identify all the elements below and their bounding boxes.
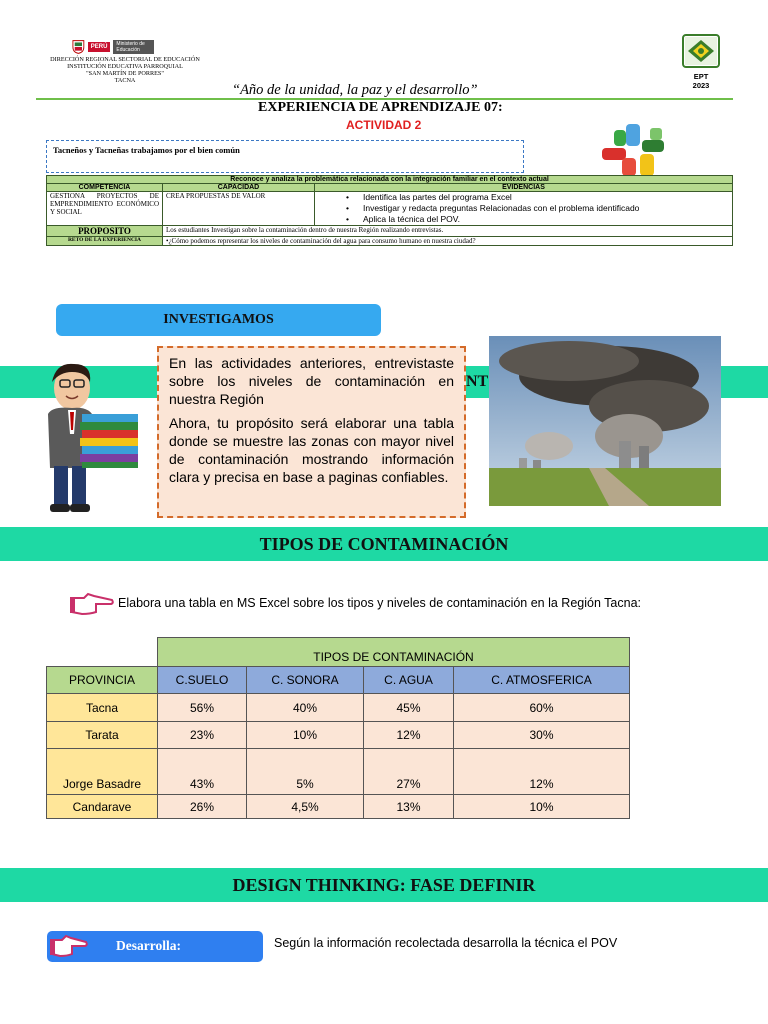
table-cell: 13% [364,795,454,819]
column-header: PROVINCIA [47,667,158,694]
proposito-text: Los estudiantes Investigan sobre la contaminación dentro de nuestra Región realizando entrevistas. [163,226,733,237]
province-cell: Candarave [47,795,158,819]
blank-cell [47,638,158,667]
province-cell: Tarata [47,722,158,749]
evidencias-list [318,192,729,225]
table-cell: 4,5% [247,795,364,819]
ministry-logo [72,38,154,56]
year-text: 2023 [692,81,710,90]
peru-shield-icon [72,39,85,55]
desarrolla-instruction: Según la información recolectada desarrolla la técnica el POV [274,936,618,950]
table-cell: 5% [247,749,364,795]
table-group-header-row [47,638,630,667]
ept-label [680,72,722,90]
experience-title-box: Tacneños y Tacneñas trabajamos por el bien común [46,140,524,173]
table-cell: 23% [158,722,247,749]
group-header-cell: TIPOS DE CONTAMINACIÓN [158,638,630,667]
pointing-hand-icon [70,592,114,616]
evidencias-cell [315,192,733,226]
instruction-text: Elabora una tabla en MS Excel sobre los tipos y niveles de contaminación en la Región Tacna: [118,596,641,610]
header-row [47,184,733,192]
list-item: • Investigar y redacta preguntas Relacionadas con el problema identificado [346,203,729,214]
reto-row [47,237,733,246]
table-cell: 10% [454,795,630,819]
table-cell: 27% [364,749,454,795]
list-item: • Aplica la técnica del POV. [346,214,729,225]
table-cell: 45% [364,694,454,722]
institution-line: TACNA [114,77,136,84]
school-logo [682,34,720,68]
desarrolla-label: Desarrolla: [116,938,181,953]
table-cell: 10% [247,722,364,749]
experience-title: EXPERIENCIA DE APRENDIZAJE 07: [258,100,503,115]
table-cell: 12% [454,749,630,795]
section-heading-tipos: TIPOS DE CONTAMINACIÓN [259,534,509,554]
section-heading-design: DESIGN THINKING: FASE DEFINIR [232,875,536,895]
hands-circle-icon [600,122,666,180]
reto-text: •¿Cómo podemos representar los niveles de contaminación del agua para consumo humano en nuestra ciudad? [163,237,733,246]
column-header: C. ATMOSFERICA [454,667,630,694]
competency-table [46,175,733,246]
info-box [157,346,466,518]
province-cell: Tacna [47,694,158,722]
pointing-hand-icon [50,934,88,958]
band-partial-text: NT [466,373,489,390]
table-cell: 43% [158,749,247,795]
table-row [47,749,630,795]
school-crest-icon [684,36,718,66]
institution-lines [40,56,210,84]
proposito-label: PROPOSITO [47,226,163,237]
table-cell: 60% [454,694,630,722]
province-cell: Jorge Basadre [47,749,158,795]
header-competencia: COMPETENCIA [47,184,163,192]
institution-line: DIRECCIÓN REGIONAL SECTORIAL DE EDUCACIÓN [50,56,200,63]
contamination-table [46,637,630,819]
column-header: C. SONORA [247,667,364,694]
table-row [47,795,630,819]
reto-label: RETO DE LA EXPERIENCIA [47,237,163,246]
table-cell: 56% [158,694,247,722]
list-item: • Identifica las partes del programa Excel [346,192,729,203]
activity-title: ACTIVIDAD 2 [346,118,422,132]
competencia-cell: GESTIONA PROYECTOS DE EMPRENDIMIENTO ECONÓMICO Y SOCIAL [47,192,163,226]
header-evidencias: EVIDENCIAS [315,184,733,192]
year-motto: “Año de la unidad, la paz y el desarrollo” [232,82,478,98]
institution-line: INSTITUCIÓN EDUCATIVA PARROQUIAL [67,63,183,70]
pollution-photo [489,336,721,506]
header-capacidad: CAPACIDAD [163,184,315,192]
table-cell: 12% [364,722,454,749]
banner-row [47,176,733,184]
proposito-row [47,226,733,237]
table-row [47,722,630,749]
capacidad-cell: CREA PROPUESTAS DE VALOR [163,192,315,226]
ept-text: EPT [693,72,709,81]
ministry-label: Ministerio de Educación [113,40,154,54]
column-header: C.SUELO [158,667,247,694]
banner-cell: Reconoce y analiza la problemática relacionada con la integración familiar en el contexto actual [47,176,733,184]
content-row [47,192,733,226]
table-header-row [47,667,630,694]
peru-label: PERÚ [88,42,111,52]
table-row [47,694,630,722]
investigamos-label: INVESTIGAMOS [56,304,381,336]
table-cell: 40% [247,694,364,722]
teacher-with-books-illustration [38,358,144,516]
table-cell: 30% [454,722,630,749]
table-cell: 26% [158,795,247,819]
info-paragraph-2: Ahora, tu propósito será elaborar una tabla donde se muestre las zonas con mayor nivel de contaminación mostrando información clara y precisa en base a paginas confiables. [169,415,454,485]
info-paragraph-1: En las actividades anteriores, entrevistaste sobre los niveles de contaminación en nuestra Región [169,355,454,407]
institution-line: "SAN MARTÍN DE PORRES" [86,70,164,77]
column-header: C. AGUA [364,667,454,694]
